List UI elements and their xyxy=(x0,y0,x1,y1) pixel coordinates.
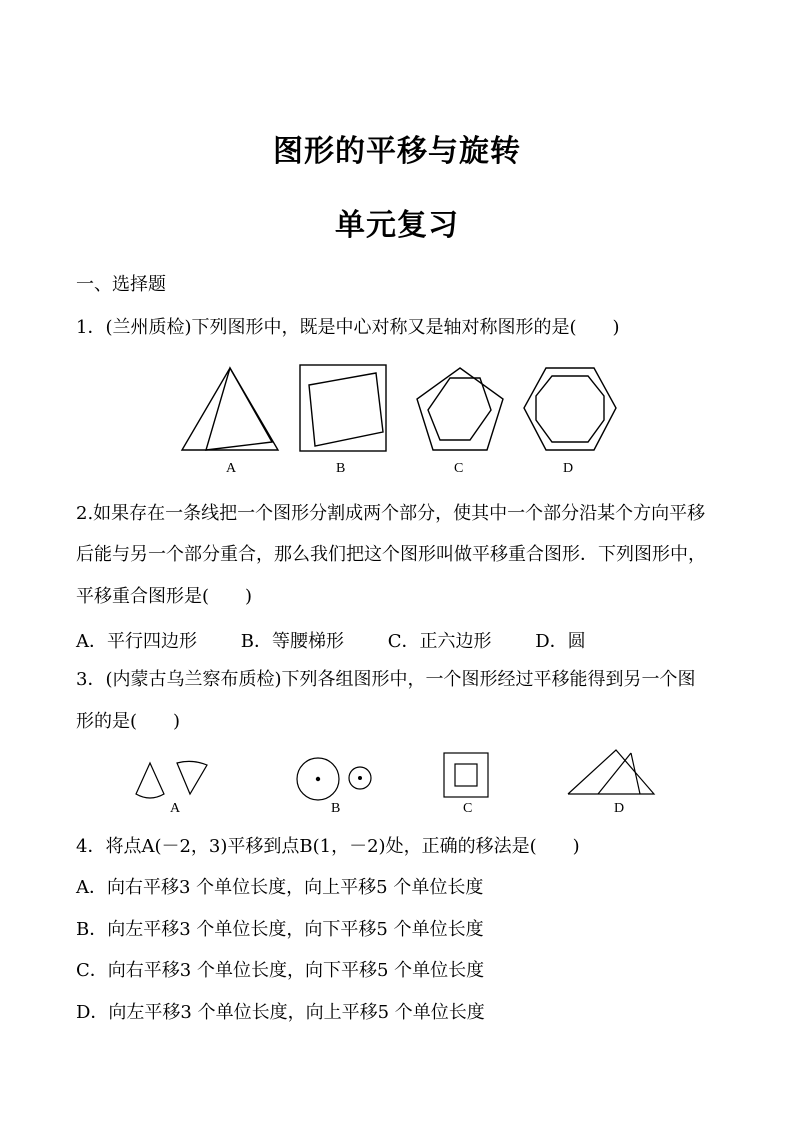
question-2-line-3: 平移重合图形是( ) xyxy=(76,586,253,607)
q3-figure-d xyxy=(568,750,654,794)
q1-figure-d xyxy=(524,368,616,450)
q1-figure-a xyxy=(182,368,278,450)
q4-option-a[interactable]: A．向右平移3 个单位长度，向上平移5 个单位长度 xyxy=(76,877,484,898)
page-title: 图形的平移与旋转 xyxy=(273,134,521,169)
question-2-options xyxy=(76,627,624,653)
page-subtitle: 单元复习 xyxy=(335,208,459,243)
q2-option-b[interactable]: B．等腰梯形 xyxy=(240,631,344,652)
q1-figure-b xyxy=(300,365,386,451)
question-1-text: 1．(兰州质检)下列图形中，既是中心对称又是轴对称图形的是( ) xyxy=(76,317,620,338)
q2-option-c[interactable]: C．正六边形 xyxy=(387,631,492,652)
q3-figures xyxy=(130,750,670,818)
question-2-line-1: 2.如果存在一条线把一个图形分割成两个部分，使其中一个部分沿某个方向平移 xyxy=(76,503,706,524)
q3-figure-a xyxy=(136,761,207,798)
q4-option-c[interactable]: C．向右平移3 个单位长度，向下平移5 个单位长度 xyxy=(76,960,485,981)
q1-label-d: D xyxy=(563,461,574,476)
q1-label-a: A xyxy=(226,461,237,476)
question-3-line-1: 3．(内蒙古乌兰察布质检)下列各组图形中，一个图形经过平移能得到另一个图 xyxy=(76,669,696,690)
q1-figure-c xyxy=(417,368,503,450)
q4-option-b[interactable]: B．向左平移3 个单位长度，向下平移5 个单位长度 xyxy=(76,919,484,940)
q3-label-d: D xyxy=(614,801,625,816)
q2-option-d[interactable]: D．圆 xyxy=(535,631,586,652)
q1-label-c: C xyxy=(454,461,464,476)
q3-label-b: B xyxy=(331,801,341,816)
question-2-line-2: 后能与另一个部分重合，那么我们把这个图形叫做平移重合图形．下列图形中， xyxy=(76,544,706,565)
q1-label-b: B xyxy=(336,461,346,476)
q1-figures xyxy=(170,360,630,480)
q3-figure-c xyxy=(444,753,488,797)
question-3-line-2: 形的是( ) xyxy=(76,711,181,732)
q4-option-d[interactable]: D．向左平移3 个单位长度，向上平移5 个单位长度 xyxy=(76,1002,485,1023)
q2-option-a[interactable]: A．平行四边形 xyxy=(76,631,197,652)
q3-label-c: C xyxy=(463,801,473,816)
q3-label-a: A xyxy=(170,801,181,816)
q3-figure-b xyxy=(297,758,371,800)
section-heading: 一、选择题 xyxy=(76,274,166,295)
question-4-text: 4．将点A(－2，3)平移到点B(1，－2)处，正确的移法是( ) xyxy=(76,836,580,857)
